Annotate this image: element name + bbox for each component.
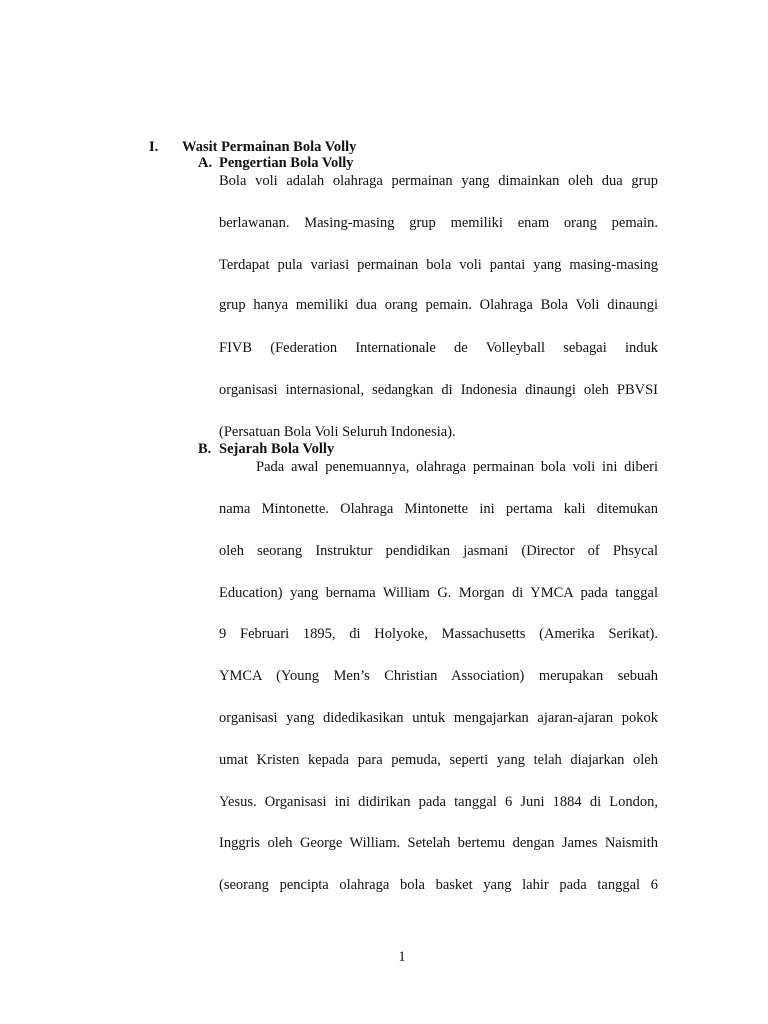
paragraph-line: organisasi internasional, sedangkan di Indonesia dinaungi oleh PBVSI [219, 382, 658, 398]
section-number: I. [149, 139, 159, 155]
subsection-title-b: Sejarah Bola Volly [219, 441, 335, 457]
subsection-heading-b [198, 441, 458, 457]
paragraph-line: 9 Februari 1895, di Holyoke, Massachusetts (Amerika Serikat). [219, 626, 658, 642]
paragraph-line: Terdapat pula variasi permainan bola voli pantai yang masing-masing [219, 257, 658, 273]
page-number: 1 [398, 949, 406, 965]
subsection-heading-a [198, 155, 458, 171]
paragraph-line: nama Mintonette. Olahraga Mintonette ini pertama kali ditemukan [219, 501, 658, 517]
paragraph-line: YMCA (Young Men’s Christian Association) merupakan sebuah [219, 668, 658, 684]
paragraph-line: umat Kristen kepada para pemuda, seperti yang telah diajarkan oleh [219, 752, 658, 768]
paragraph-line: FIVB (Federation Internationale de Volleyball sebagai induk [219, 340, 658, 356]
paragraph-line: Pada awal penemuannya, olahraga permainan bola voli ini diberi [256, 459, 658, 475]
paragraph-line: Bola voli adalah olahraga permainan yang dimainkan oleh dua grup [219, 173, 658, 189]
paragraph-line: grup hanya memiliki dua orang pemain. Olahraga Bola Voli dinaungi [219, 297, 658, 313]
paragraph-line: (seorang pencipta olahraga bola basket yang lahir pada tanggal 6 [219, 877, 658, 893]
subsection-letter-a: A. [198, 155, 213, 171]
paragraph-line: Education) yang bernama William G. Morgan di YMCA pada tanggal [219, 585, 658, 601]
paragraph-line: Yesus. Organisasi ini didirikan pada tanggal 6 Juni 1884 di London, [219, 794, 658, 810]
paragraph-line: Inggris oleh George William. Setelah bertemu dengan James Naismith [219, 835, 658, 851]
section-title: Wasit Permainan Bola Volly [182, 139, 357, 155]
paragraph-line: (Persatuan Bola Voli Seluruh Indonesia). [219, 424, 456, 440]
section-heading [149, 139, 469, 155]
paragraph-line: oleh seorang Instruktur pendidikan jasmani (Director of Phsycal [219, 543, 658, 559]
paragraph-line: berlawanan. Masing-masing grup memiliki enam orang pemain. [219, 215, 658, 231]
subsection-letter-b: B. [198, 441, 212, 457]
paragraph-line: organisasi yang didedikasikan untuk mengajarkan ajaran-ajaran pokok [219, 710, 658, 726]
subsection-title-a: Pengertian Bola Volly [219, 155, 354, 171]
